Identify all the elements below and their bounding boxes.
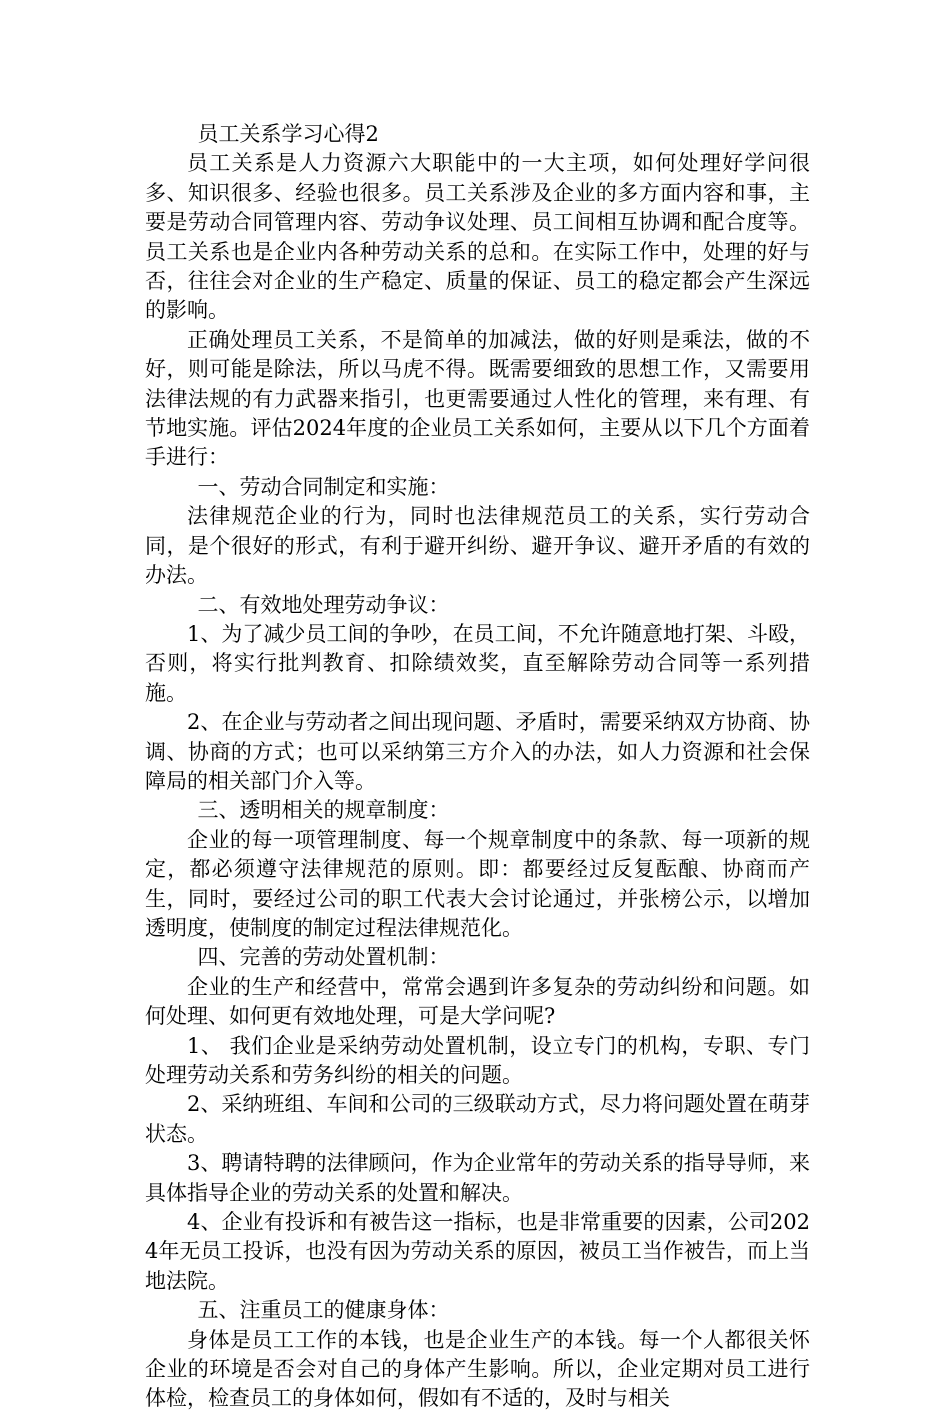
paragraph-section-4-item-1: 1、 我们企业是采纳劳动处置机制，设立专门的机构，专职、专门处理劳动关系和劳务纠纷的相关的问题。 [145, 1033, 810, 1087]
paragraph-section-2-item-2: 2、在企业与劳动者之间出现问题、矛盾时，需要采纳双方协商、协调、协商的方式；也可以采纳第三方介入的办法，如人力资源和社会保障局的相关部门介入等。 [145, 710, 810, 793]
paragraph-section-4-item-3: 3、聘请特聘的法律顾问，作为企业常年的劳动关系的指导导师，来具体指导企业的劳动关系的处置和解决。 [145, 1151, 810, 1205]
section-heading-4: 四、完善的劳动处置机制： [197, 945, 450, 970]
section-heading-5: 五、注重员工的健康身体： [197, 1298, 450, 1323]
paragraph-section-5: 身体是员工工作的本钱，也是企业生产的本钱。每一个人都很关怀企业的环境是否会对自己的身体产生影响。所以，企业定期对员工进行体检，检查员工的身体如何，假如有不适的，及时与相关 [145, 1327, 810, 1411]
document-body [145, 120, 810, 1414]
paragraph-section-4-intro: 企业的生产和经营中，常常会遇到许多复杂的劳动纠纷和问题。如何处理、如何更有效地处理，可是大学问呢? [145, 974, 810, 1029]
paragraph-section-1: 法律规范企业的行为，同时也法律规范员工的关系，实行劳动合同，是个很好的形式，有利于避开纠纷、避开争议、避开矛盾的有效的办法。 [145, 504, 810, 588]
paragraph-section-4-item-4: 4、企业有投诉和有被告这一指标，也是非常重要的因素，公司2024年无员工投诉，也没有因为劳动关系的原因，被员工当作被告，而上当地法院。 [145, 1210, 810, 1293]
paragraph-section-2-item-1: 1、为了减少员工间的争吵，在员工间，不允许随意地打架、斗殴，否则，将实行批判教育、扣除绩效奖，直至解除劳动合同等一系列措施。 [145, 621, 810, 705]
document-title: 员工关系学习心得2 [197, 122, 379, 146]
section-heading-3: 三、透明相关的规章制度： [197, 798, 450, 823]
paragraph-section-3: 企业的每一项管理制度、每一个规章制度中的条款、每一项新的规定，都必须遵守法律规范的原则。即：都要经过反复酝酿、协商而产生，同时，要经过公司的职工代表大会讨论通过，并张榜公示，以增加透明度，使制度的制定过程法律规范化。 [145, 827, 810, 940]
section-heading-1: 一、劳动合同制定和实施： [197, 474, 450, 499]
paragraph-handling: 正确处理员工关系，不是简单的加减法，做的好则是乘法，做的不好，则可能是除法，所以马虎不得。既需要细致的思想工作，又需要用法律法规的有力武器来指引，也更需要通过人性化的管理，来有理、有节地实施。评估2024年度的企业员工关系如何，主要从以下几个方面着手进行： [145, 327, 810, 470]
paragraph-intro: 员工关系是人力资源六大职能中的一大主项，如何处理好学问很多、知识很多、经验也很多。员工关系涉及企业的多方面内容和事，主要是劳动合同管理内容、劳动争议处理、员工间相互协调和配合度等。员工关系也是企业内各种劳动关系的总和。在实际工作中，处理的好与否，往往会对企业的生产稳定、质量的保证、员工的稳定都会产生深远的影响。 [145, 151, 810, 323]
paragraph-section-4-item-2: 2、采纳班组、车间和公司的三级联动方式，尽力将问题处置在萌芽状态。 [145, 1092, 810, 1146]
section-heading-2: 二、有效地处理劳动争议： [197, 592, 450, 617]
